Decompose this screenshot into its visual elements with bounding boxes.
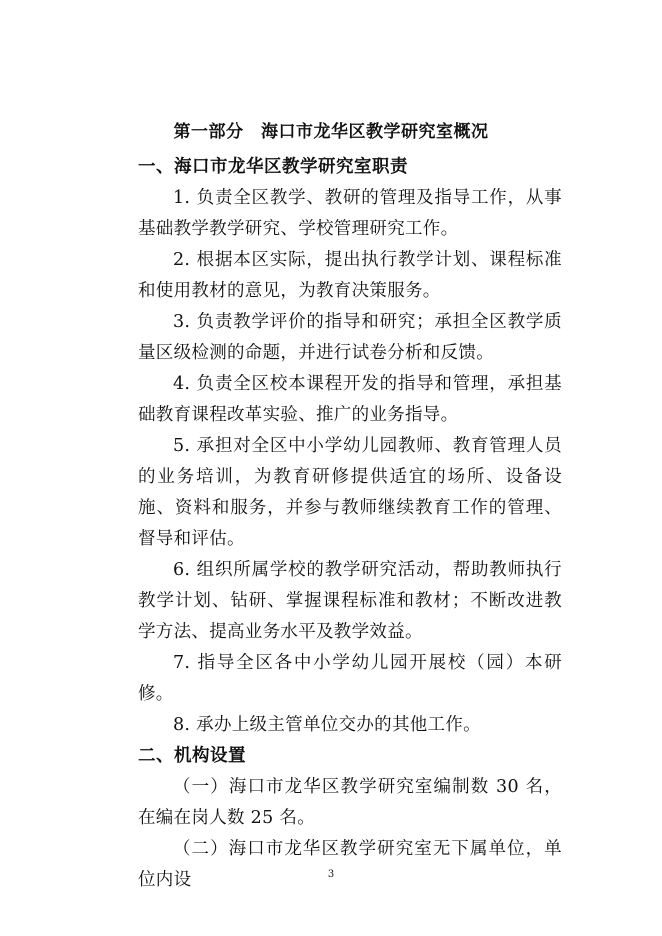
duty-item-6: 6. 组织所属学校的教学研究活动，帮助教师执行教学计划、钻研、掌握课程标准和教材；不断改进教学方法、提高业务水平及教学效益。 xyxy=(138,560,562,642)
page-title: 第一部分 海口市龙华区教学研究室概况 xyxy=(173,122,489,142)
duty-item-4: 4. 负责全区校本课程开发的指导和管理，承担基础教育课程改革实验、推广的业务指导。 xyxy=(138,374,562,425)
duty-item-1: 1. 负责全区教学、教研的管理及指导工作，从事基础教学教学研究、学校管理研究工作。 xyxy=(138,188,562,239)
page-number: 3 xyxy=(327,869,335,880)
org-item-2: （二）海口市龙华区教学研究室无下属单位，单位内设 xyxy=(138,839,562,890)
duty-item-8: 8. 承办上级主管单位交办的其他工作。 xyxy=(173,715,481,735)
document-body xyxy=(138,152,562,896)
org-item-1: （一）海口市龙华区教学研究室编制数 30 名，在编在岗人数 25 名。 xyxy=(138,777,562,828)
section-heading-duties: 一、海口市龙华区教学研究室职责 xyxy=(138,157,408,177)
duty-item-2: 2. 根据本区实际，提出执行教学计划、课程标准和使用教材的意见，为教育决策服务。 xyxy=(138,250,562,301)
duty-item-3: 3. 负责教学评价的指导和研究；承担全区教学质量区级检测的命题，并进行试卷分析和反馈。 xyxy=(138,312,562,363)
duty-item-5: 5. 承担对全区中小学幼儿园教师、教育管理人员的业务培训，为教育研修提供适宜的场所、设备设施、资料和服务，并参与教师继续教育工作的管理、督导和评估。 xyxy=(138,436,562,549)
duty-item-7: 7. 指导全区各中小学幼儿园开展校（园）本研修。 xyxy=(138,653,562,704)
section-heading-organization: 二、机构设置 xyxy=(138,746,246,766)
